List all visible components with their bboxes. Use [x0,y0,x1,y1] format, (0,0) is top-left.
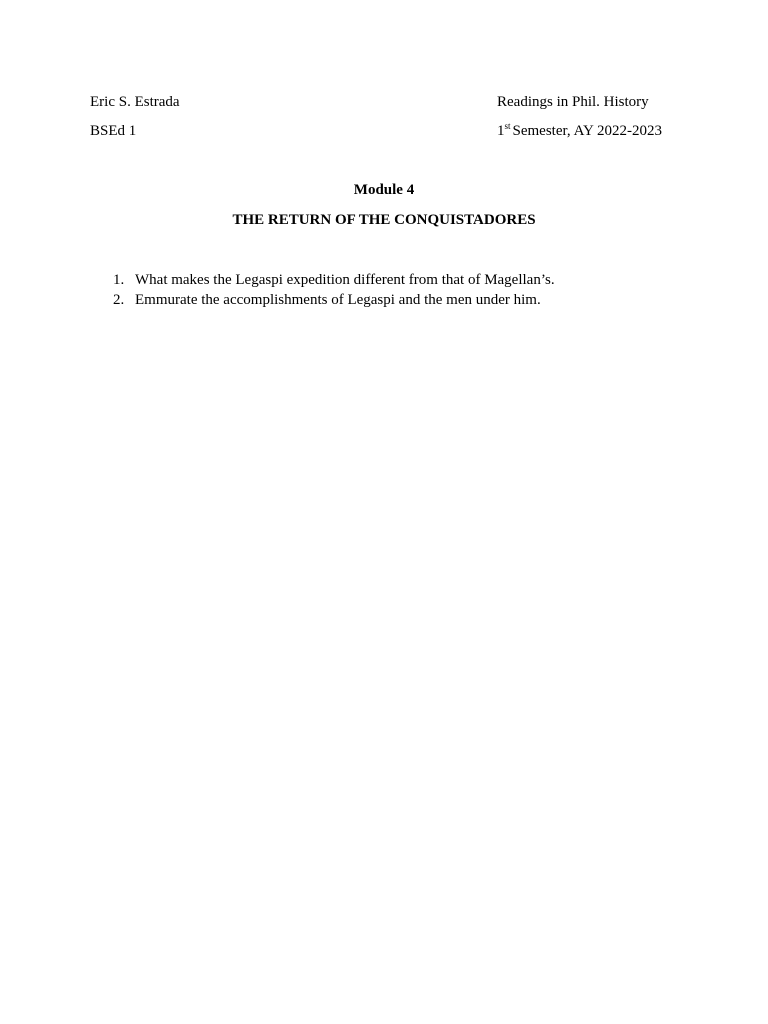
question-text: Emmurate the accomplishments of Legaspi and the men under him. [135,292,541,308]
module-title: THE RETURN OF THE CONQUISTADORES [232,212,536,228]
semester-suffix: st [504,121,511,131]
question-item [90,270,555,290]
question-item [90,290,555,310]
course-section: BSEd 1 [90,123,137,139]
question-text: What makes the Legaspi expedition different from that of Magellan’s. [135,272,555,288]
question-number: 2. [113,292,125,308]
semester-line [497,122,662,140]
question-number: 1. [113,272,125,288]
subject-name: Readings in Phil. History [497,94,649,110]
student-name: Eric S. Estrada [90,94,180,110]
semester-rest: Semester, AY 2022-2023 [512,123,663,139]
semester-number: 1 [497,123,505,139]
module-label: Module 4 [353,182,415,198]
question-list [90,270,555,310]
